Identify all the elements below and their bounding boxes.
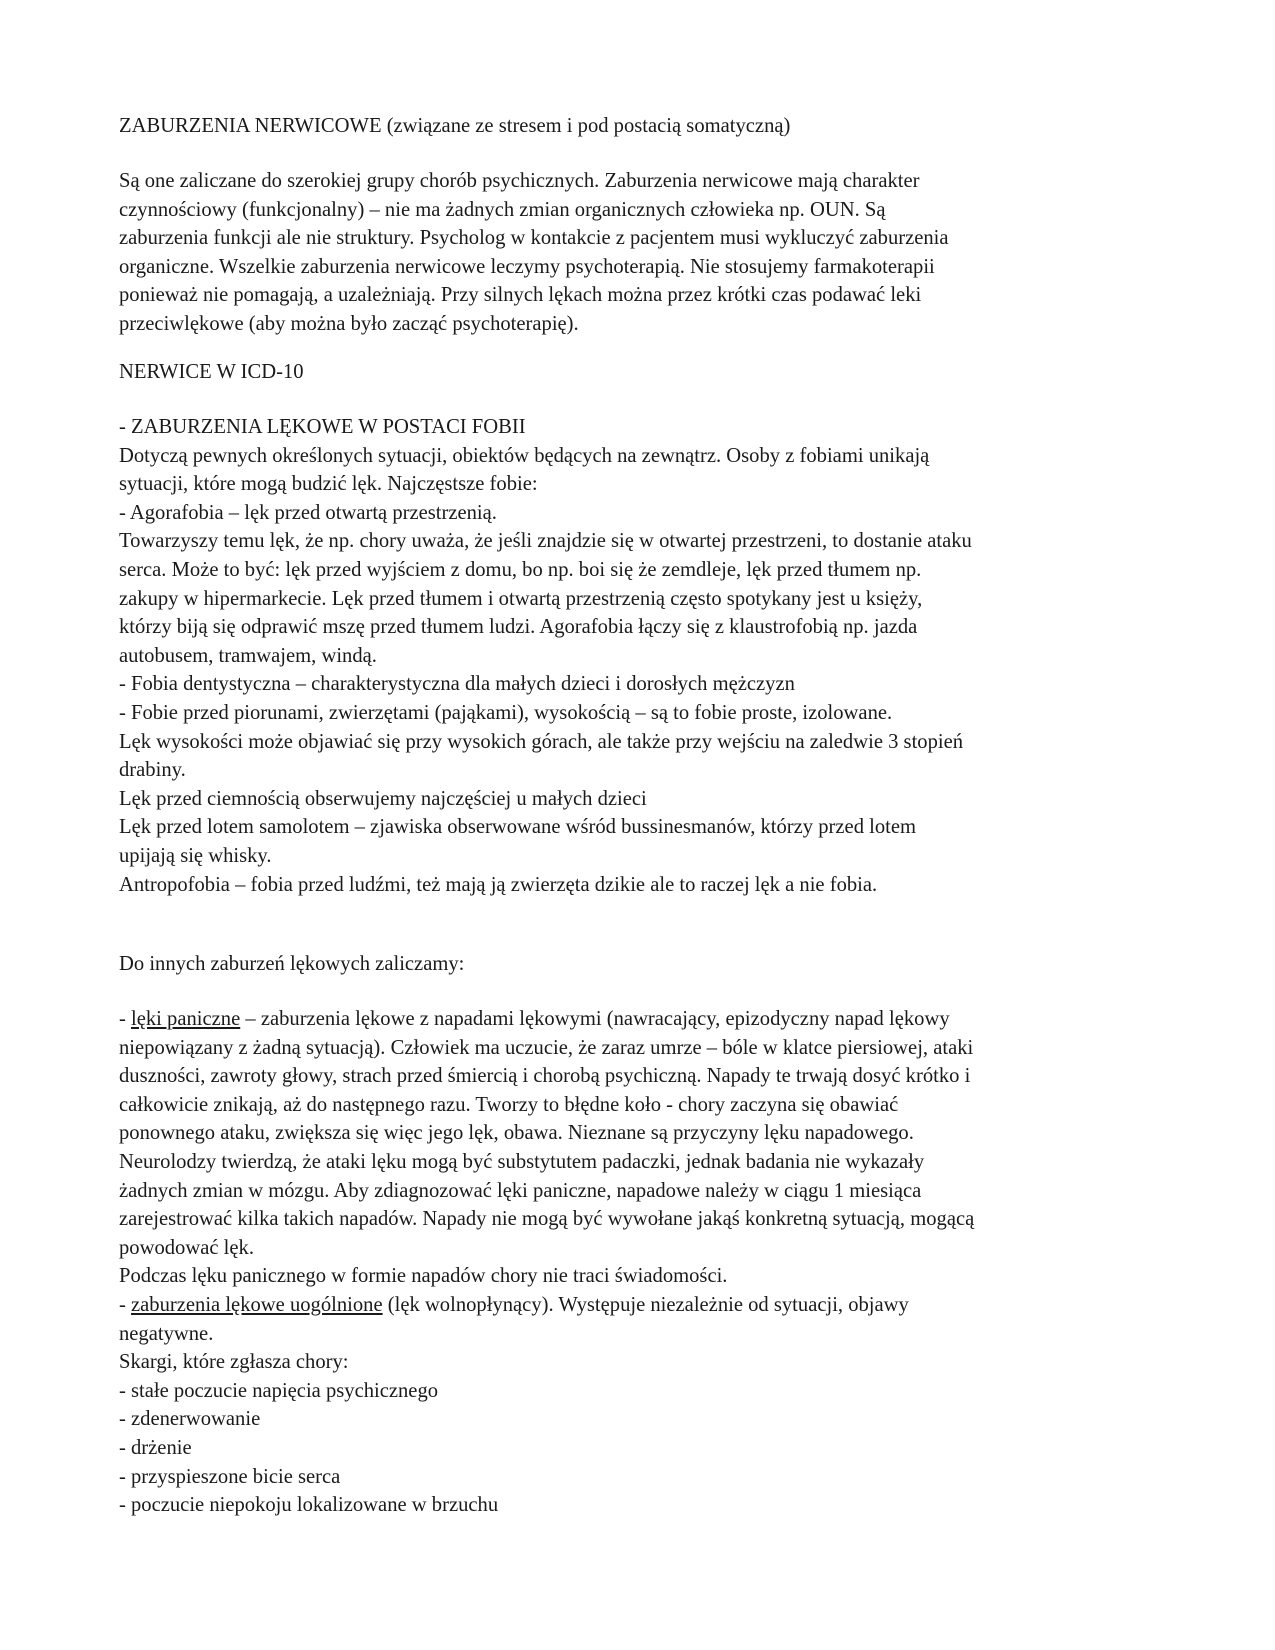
list-dash: -	[119, 1293, 132, 1316]
paragraph-line: Lęk przed lotem samolotem – zjawiska obserwowane wśród bussinesmanów, którzy przed lotem	[119, 816, 917, 839]
paragraph-line: - Fobia dentystyczna – charakterystyczna dla małych dzieci i dorosłych mężczyzn	[119, 673, 795, 696]
panic-section	[119, 1005, 1179, 1520]
paragraph-line: żadnych zmian w mózgu. Aby zdiagnozować lęki paniczne, napadowe należy w ciągu 1 miesiąca	[119, 1179, 922, 1202]
paragraph-line: ponieważ nie pomagają, a uzależniają. Przy silnych lękach można przez krótki czas podawać leki	[119, 284, 922, 307]
list-dash: -	[119, 1008, 132, 1030]
document-title-block	[119, 112, 1179, 141]
list-item: - przyspieszone bicie serca	[119, 1465, 341, 1488]
paragraph-line: całkowicie znikają, aż do następnego razu. Tworzy to błędne koło - chory zaczyna się obawiać	[119, 1093, 899, 1116]
other-disorders-heading-block	[119, 950, 1179, 979]
gad-first-line-text: (lęk wolnopłynący). Występuje niezależnie od sytuacji, objawy	[382, 1293, 909, 1316]
paragraph-line: Antropofobia – fobia przed ludźmi, też mają ją zwierzęta dzikie ale to raczej lęk a nie fobia.	[119, 873, 878, 896]
paragraph-line: Podczas lęku panicznego w formie napadów chory nie traci świadomości.	[119, 1265, 728, 1288]
gad-first-line	[119, 1291, 1179, 1320]
paragraph-line: zaburzenia funkcji ale nie struktury. Psycholog w kontakcie z pacjentem musi wykluczyć zaburzenia	[119, 227, 949, 250]
paragraph-line: Lęk przed ciemnością obserwujemy najczęściej u małych dzieci	[119, 787, 647, 810]
paragraph-line: - Fobie przed piorunami, zwierzętami (pająkami), wysokością – są to fobie proste, izolowane.	[119, 701, 893, 724]
paragraph-line: negatywne.	[119, 1322, 214, 1345]
paragraph-line: sytuacji, które mogą budzić lęk. Najczęstsze fobie:	[119, 473, 538, 496]
paragraph-line: którzy biją się odprawić mszę przed tłumem ludzi. Agorafobia łączy się z klaustrofobią np. jazda	[119, 616, 918, 639]
section-heading-block	[119, 358, 1179, 387]
paragraph-line: duszności, zawroty głowy, strach przed śmiercią i chorobą psychiczną. Napady te trwają dosyć krótko i	[119, 1065, 971, 1088]
list-item: - drżenie	[119, 1436, 192, 1459]
paragraph-line: - Agorafobia – lęk przed otwartą przestrzenią.	[119, 501, 497, 524]
paragraph-line: czynnościowy (funkcjonalny) – nie ma żadnych zmian organicznych człowieka np. OUN. Są	[119, 198, 886, 221]
list-item: - zdenerwowanie	[119, 1408, 261, 1431]
list-item: - stałe poczucie napięcia psychicznego	[119, 1379, 439, 1402]
paragraph-line: przeciwlękowe (aby można było zacząć psychoterapię).	[119, 312, 579, 335]
paragraph-line: zarejestrować kilka takich napadów. Napady nie mogą być wywołane jakąś konkretną sytuacją, mogącą	[119, 1208, 975, 1231]
paragraph-line: drabiny.	[119, 759, 186, 782]
paragraph-line: organiczne. Wszelkie zaburzenia nerwicowe leczymy psychoterapią. Nie stosujemy farmakoterapii	[119, 255, 935, 278]
paragraph-line: Towarzyszy temu lęk, że np. chory uważa, że jeśli znajdzie się w otwartej przestrzeni, to dostanie ataku	[119, 530, 972, 553]
phobia-heading: - ZABURZENIA LĘKOWE W POSTACI FOBII	[119, 416, 526, 438]
paragraph-line: Dotyczą pewnych określonych sytuacji, obiektów będących na zewnątrz. Osoby z fobiami unikają	[119, 444, 930, 467]
panic-first-line	[119, 1005, 1179, 1034]
gad-term: zaburzenia lękowe uogólnione	[131, 1293, 383, 1316]
paragraph-line: serca. Może to być: lęk przed wyjściem z domu, bo np. boi się że zemdleje, lęk przed tłumem np.	[119, 558, 922, 581]
list-item: - poczucie niepokoju lokalizowane w brzuchu	[119, 1494, 499, 1517]
paragraph-line: powodować lęk.	[119, 1236, 254, 1259]
paragraph-line: Są one zaliczane do szerokiej grupy chorób psychicznych. Zaburzenia nerwicowe mają charakter	[119, 170, 920, 192]
paragraph-line: zakupy w hipermarkecie. Lęk przed tłumem i otwartą przestrzenią często spotykany jest u księży,	[119, 587, 923, 610]
section-heading: NERWICE W ICD-10	[119, 361, 304, 383]
intro-paragraph	[119, 167, 1179, 339]
paragraph-line: upijają się whisky.	[119, 844, 272, 867]
phobia-section	[119, 413, 1179, 899]
paragraph-line: Lęk wysokości może objawiać się przy wysokich górach, ale także przy wejściu na zaledwie 3 stopień	[119, 730, 964, 753]
panic-first-line-text: – zaburzenia lękowe z napadami lękowymi (nawracający, epizodyczny napad lękowy	[240, 1008, 950, 1030]
paragraph-line: Neurolodzy twierdzą, że ataki lęku mogą być substytutem padaczki, jednak badania nie wykazały	[119, 1150, 925, 1173]
paragraph-line: autobusem, tramwajem, windą.	[119, 644, 377, 667]
panic-term: lęki paniczne	[131, 1008, 241, 1030]
document-title: ZABURZENIA NERWICOWE (związane ze stresem i pod postacią somatyczną)	[119, 115, 791, 137]
paragraph-line: niepowiązany z żadną sytuacją). Człowiek ma uczucie, że zaraz umrze – bóle w klatce piersiowej, ataki	[119, 1036, 974, 1059]
paragraph-line: ponownego ataku, zwiększa się więc jego lęk, obawa. Nieznane są przyczyny lęku napadowego.	[119, 1122, 914, 1145]
other-disorders-heading: Do innych zaburzeń lękowych zaliczamy:	[119, 953, 465, 975]
paragraph-line: Skargi, które zgłasza chory:	[119, 1351, 349, 1374]
